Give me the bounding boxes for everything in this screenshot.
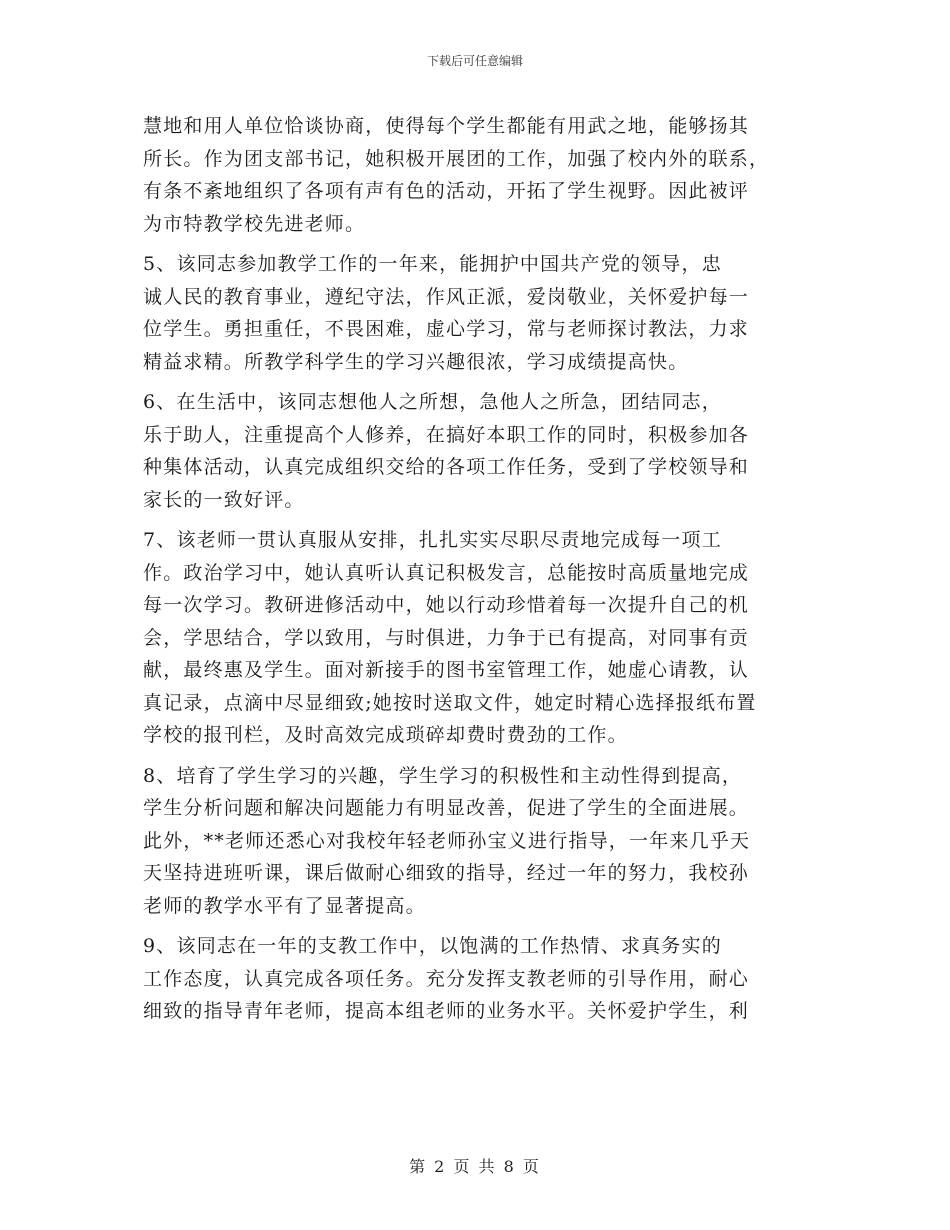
paragraph [143,930,823,1028]
text-line: 位学生。勇担重任，不畏困难，虚心学习，常与老师探讨教法，力求 [143,318,750,340]
text-line: 学生分析问题和解决问题能力有明显改善，促进了学生的全面进展。 [143,797,750,819]
text-line: 家长的一致好评。 [143,488,305,511]
text-line: 9、该同志在一年的支教工作中，以饱满的工作热情、求真务实的 [143,935,722,957]
text-line: 乐于助人，注重提高个人修养，在搞好本职工作的同时，积极参加各 [143,423,750,446]
text-line: 5、该同志参加教学工作的一年来，能拥护中国共产党的领导，忠 [143,253,722,275]
text-line: 有条不紊地组织了各项有声有色的活动，开拓了学生视野。因此被评 [143,180,750,202]
paragraph [143,760,823,923]
text-line: 细致的指导青年老师，提高本组老师的业务水平。关怀爱护学生，利 [143,1000,750,1022]
text-line: 作。政治学习中，她认真听认真记积极发言，总能按时高质量地完成 [143,561,750,584]
text-line: 工作态度，认真完成各项任务。充分发挥支教老师的引导作用，耐心 [143,967,750,990]
paragraph [143,386,823,516]
paragraph [143,524,823,752]
text-line: 会，学思结合，学以致用，与时俱进，力争于已有提高，对同事有贡 [143,626,750,649]
text-line: 每一次学习。教研进修活动中，她以行动珍惜着每一次提升自己的机 [143,594,750,616]
text-line: 慧地和用人单位恰谈协商，使得每个学生都能有用武之地，能够扬其 [143,115,750,137]
paragraph [143,110,823,240]
text-line: 献，最终惠及学生。面对新接手的图书室管理工作，她虚心请教，认 [143,659,750,681]
text-line: 所长。作为团支部书记，她积极开展团的工作，加强了校内外的联系， [143,147,770,170]
text-line: 真记录，点滴中尽显细致;她按时送取文件，她定时精心选择报纸布置 [143,691,757,714]
document-body [143,110,823,1028]
text-line: 7、该老师一贯认真服从安排，扎扎实实尽职尽责地完成每一项工 [143,529,722,551]
text-line: 此外，**老师还悉心对我校年轻老师孙宝义进行指导，一年来几乎天 [143,829,751,852]
page-footer: 第 2 页 共 8 页 [409,1157,541,1176]
text-line: 8、培育了学生学习的兴趣，学生学习的积极性和主动性得到提高， [143,764,743,787]
paragraph [143,248,823,378]
text-line: 精益求精。所教学科学生的学习兴趣很浓，学习成绩提高快。 [143,350,689,373]
text-line: 诚人民的教育事业，遵纪守法，作风正派，爱岗敬业，关怀爱护每一 [143,285,750,308]
text-line: 老师的教学水平有了显著提高。 [143,894,426,917]
page-header: 下载后可任意编辑 [426,54,523,68]
text-line: 天坚持进班听课，课后做耐心细致的指导，经过一年的努力，我校孙 [143,862,750,884]
text-line: 为市特教学校先进老师。 [143,212,366,235]
text-line: 学校的报刊栏，及时高效完成琐碎却费时费劲的工作。 [143,724,628,746]
text-line: 6、在生活中，该同志想他人之所想，急他人之所急，团结同志， [143,391,722,413]
text-line: 种集体活动，认真完成组织交给的各项工作任务，受到了学校领导和 [143,456,750,478]
